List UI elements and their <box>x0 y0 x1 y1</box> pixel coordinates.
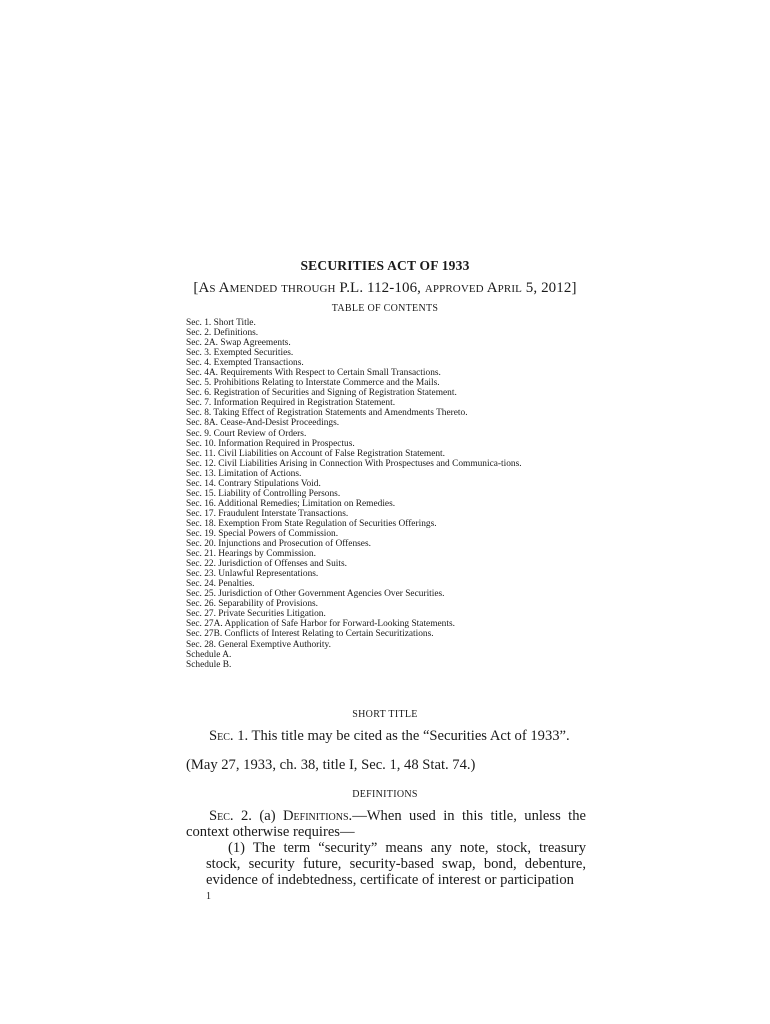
toc-entry: Sec. 27A. Application of Safe Harbor for Forward-Looking Statements. <box>186 619 455 630</box>
toc-entry: Sec. 10. Information Required in Prospectus. <box>186 438 355 449</box>
section-2-label: Sec. 2. <box>209 808 252 824</box>
toc-entry: Sec. 20. Injunctions and Prosecution of Offenses. <box>186 539 371 550</box>
toc-entry: Sec. 26. Separability of Provisions. <box>186 599 319 610</box>
toc-entry: Sec. 24. Penalties. <box>186 579 255 590</box>
toc-entry: Sec. 19. Special Powers of Commission. <box>186 528 339 539</box>
table-of-contents <box>186 318 606 670</box>
toc-entry: Sec. 3. Exempted Securities. <box>186 348 294 359</box>
page-number: 1 <box>206 891 211 902</box>
section-2-body: —When used in this title, unless the context otherwise requires— <box>186 808 587 840</box>
section-2-text <box>186 808 586 840</box>
short-title-heading: SHORT TITLE <box>352 709 418 720</box>
toc-entry: Sec. 4A. Requirements With Respect to Certain Small Transactions. <box>186 368 441 379</box>
toc-entry: Sec. 18. Exemption From State Regulation of Securities Offerings. <box>186 518 437 529</box>
toc-entry: Sec. 23. Unlawful Representations. <box>186 569 319 580</box>
document-title: SECURITIES ACT OF 1933 <box>300 258 470 273</box>
toc-entry: Schedule A. <box>186 649 232 660</box>
section-2-subsection: (a) <box>259 808 276 824</box>
toc-entry: Sec. 17. Fraudulent Interstate Transactions. <box>186 508 349 519</box>
amendment-note: [As Amended through P.L. 112-106, approved April 5, 2012] <box>193 280 577 296</box>
definitions-heading: DEFINITIONS <box>352 789 418 800</box>
toc-entry: Sec. 2. Definitions. <box>186 328 259 339</box>
section-2-term: Definitions. <box>283 808 353 824</box>
toc-entry: Schedule B. <box>186 659 232 670</box>
toc-entry: Sec. 15. Liability of Controlling Persons. <box>186 488 341 499</box>
toc-entry: Sec. 21. Hearings by Commission. <box>186 549 316 560</box>
toc-entry: Sec. 7. Information Required in Registration Statement. <box>186 398 396 409</box>
toc-entry: Sec. 16. Additional Remedies; Limitation on Remedies. <box>186 498 396 509</box>
toc-entry: Sec. 9. Court Review of Orders. <box>186 428 307 439</box>
toc-entry: Sec. 5. Prohibitions Relating to Interstate Commerce and the Mails. <box>186 378 440 389</box>
toc-entry: Sec. 8. Taking Effect of Registration Statements and Amendments Thereto. <box>186 408 468 419</box>
section-1-label: Sec. 1. <box>209 728 249 744</box>
toc-entry: Sec. 14. Contrary Stipulations Void. <box>186 478 321 489</box>
toc-entry: Sec. 12. Civil Liabilities Arising in Connection With Prospectuses and Communica-tions. <box>186 458 522 469</box>
toc-entry: Sec. 11. Civil Liabilities on Account of False Registration Statement. <box>186 448 445 459</box>
toc-entry: Sec. 25. Jurisdiction of Other Government Agencies Over Securities. <box>186 589 445 600</box>
section-1-citation: (May 27, 1933, ch. 38, title I, Sec. 1, 48 Stat. 74.) <box>186 757 476 773</box>
toc-entry: Sec. 27. Private Securities Litigation. <box>186 609 326 620</box>
toc-entry: Sec. 27B. Conflicts of Interest Relating to Certain Securitizations. <box>186 629 434 640</box>
section-2-paragraph-1: (1) The term “security” means any note, stock, treasury stock, security future, security-based swap, bond, debenture, evidence of indebtedness, certificate of interest or participation <box>206 840 586 888</box>
toc-entry: Sec. 13. Limitation of Actions. <box>186 468 302 479</box>
toc-entry: Sec. 28. General Exemptive Authority. <box>186 639 331 650</box>
section-1-body: This title may be cited as the “Securities Act of 1933”. <box>251 728 570 744</box>
section-1-text <box>209 728 599 744</box>
toc-heading: TABLE OF CONTENTS <box>331 303 439 314</box>
toc-entry: Sec. 6. Registration of Securities and Signing of Registration Statement. <box>186 388 457 399</box>
toc-entry: Sec. 4. Exempted Transactions. <box>186 358 304 369</box>
toc-entry: Sec. 1. Short Title. <box>186 318 256 328</box>
toc-entry: Sec. 22. Jurisdiction of Offenses and Suits. <box>186 559 348 570</box>
toc-entry: Sec. 2A. Swap Agreements. <box>186 338 291 349</box>
toc-entry: Sec. 8A. Cease-And-Desist Proceedings. <box>186 418 340 429</box>
